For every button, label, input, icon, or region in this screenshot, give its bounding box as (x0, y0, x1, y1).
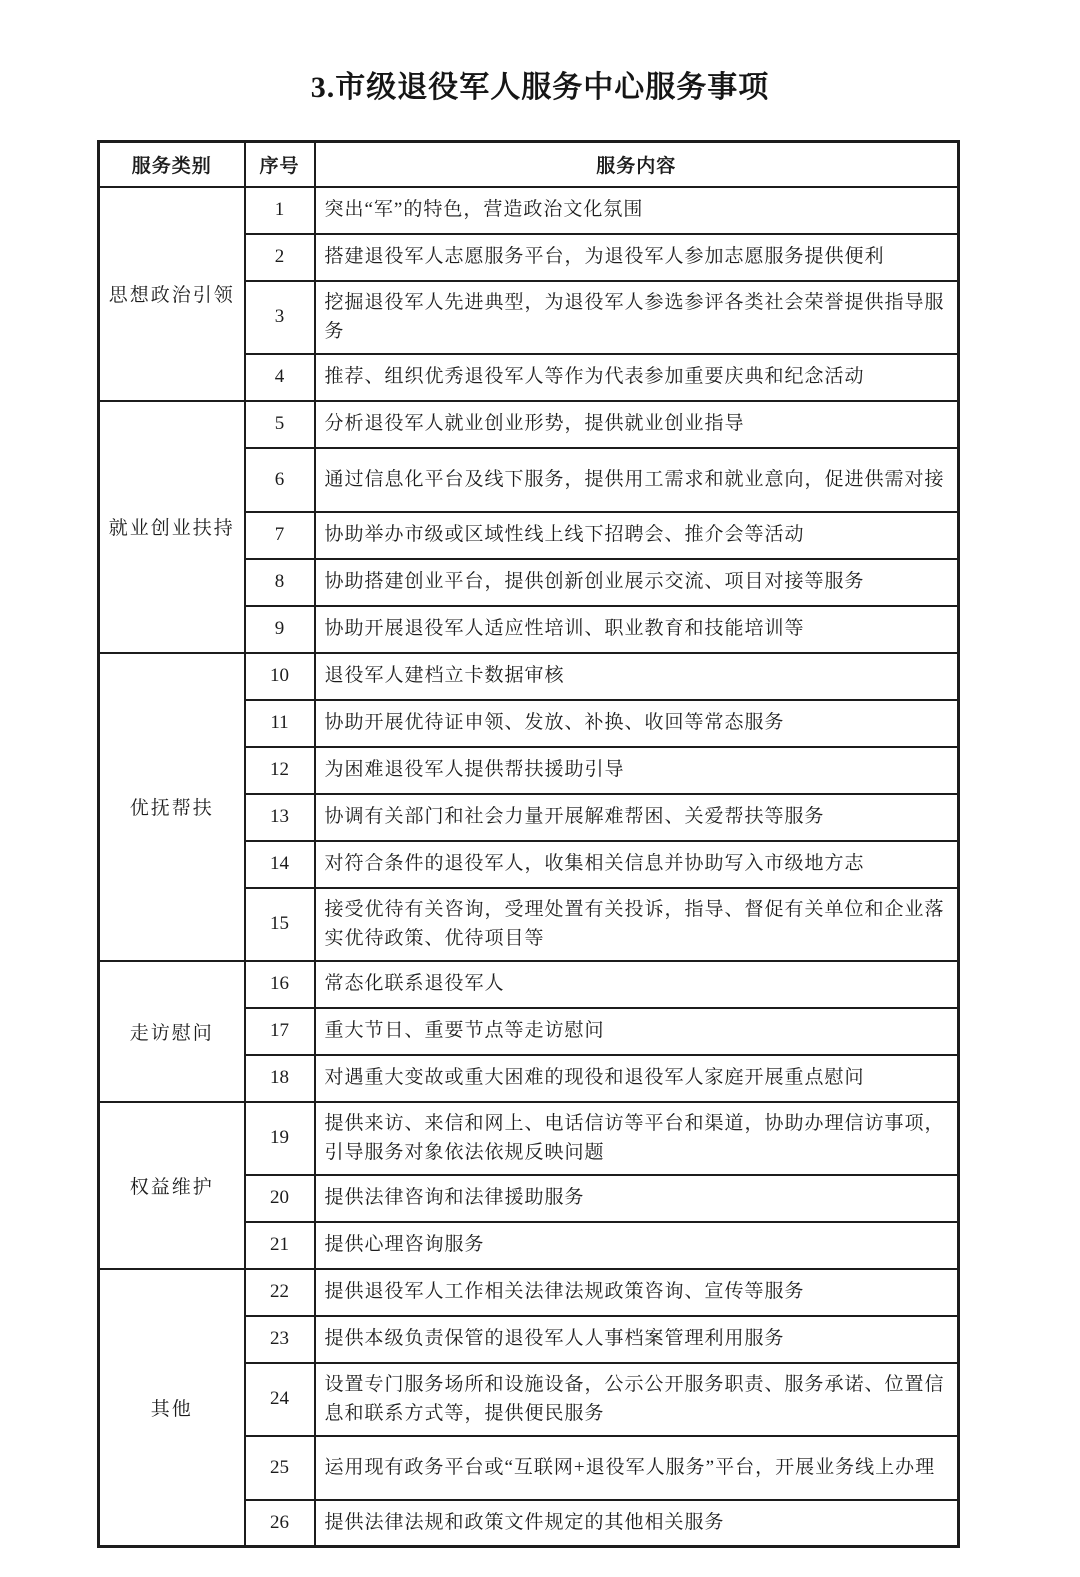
row-number: 3 (245, 281, 315, 354)
row-number: 20 (245, 1175, 315, 1222)
row-number: 5 (245, 401, 315, 448)
row-number: 24 (245, 1363, 315, 1436)
service-content: 设置专门服务场所和设施设备，公示公开服务职责、服务承诺、位置信息和联系方式等，提供便民服务 (315, 1363, 959, 1436)
table-header-row (99, 142, 959, 187)
service-content: 接受优待有关咨询，受理处置有关投诉，指导、督促有关单位和企业落实优待政策、优待项目等 (315, 888, 959, 961)
header-number: 序号 (245, 142, 315, 187)
row-number: 1 (245, 187, 315, 234)
service-content: 提供退役军人工作相关法律法规政策咨询、宣传等服务 (315, 1269, 959, 1316)
row-number: 25 (245, 1436, 315, 1500)
category-cell: 走访慰问 (99, 961, 245, 1102)
service-content: 对遇重大变故或重大困难的现役和退役军人家庭开展重点慰问 (315, 1055, 959, 1102)
row-number: 10 (245, 653, 315, 700)
table-row (99, 401, 959, 448)
row-number: 9 (245, 606, 315, 653)
row-number: 23 (245, 1316, 315, 1363)
service-content: 退役军人建档立卡数据审核 (315, 653, 959, 700)
row-number: 15 (245, 888, 315, 961)
service-content: 提供法律法规和政策文件规定的其他相关服务 (315, 1500, 959, 1547)
service-content: 提供心理咨询服务 (315, 1222, 959, 1269)
row-number: 8 (245, 559, 315, 606)
row-number: 7 (245, 512, 315, 559)
service-content: 常态化联系退役军人 (315, 961, 959, 1008)
row-number: 6 (245, 448, 315, 512)
row-number: 19 (245, 1102, 315, 1175)
row-number: 21 (245, 1222, 315, 1269)
row-number: 18 (245, 1055, 315, 1102)
row-number: 13 (245, 794, 315, 841)
category-cell: 优抚帮扶 (99, 653, 245, 961)
category-cell: 就业创业扶持 (99, 401, 245, 653)
table-row (99, 1102, 959, 1175)
page-title: 3.市级退役军人服务中心服务事项 (310, 71, 770, 104)
table-row (99, 1269, 959, 1316)
row-number: 17 (245, 1008, 315, 1055)
service-content: 运用现有政务平台或“互联网+退役军人服务”平台，开展业务线上办理 (315, 1436, 959, 1500)
service-content: 协助搭建创业平台，提供创新创业展示交流、项目对接等服务 (315, 559, 959, 606)
row-number: 12 (245, 747, 315, 794)
category-cell: 其他 (99, 1269, 245, 1547)
service-content: 协助举办市级或区域性线上线下招聘会、推介会等活动 (315, 512, 959, 559)
header-category: 服务类别 (99, 142, 245, 187)
service-content: 提供来访、来信和网上、电话信访等平台和渠道，协助办理信访事项，引导服务对象依法依规反映问题 (315, 1102, 959, 1175)
row-number: 11 (245, 700, 315, 747)
category-cell: 权益维护 (99, 1102, 245, 1269)
category-cell: 思想政治引领 (99, 187, 245, 401)
table-row (99, 961, 959, 1008)
service-content: 协助开展退役军人适应性培训、职业教育和技能培训等 (315, 606, 959, 653)
row-number: 4 (245, 354, 315, 401)
row-number: 16 (245, 961, 315, 1008)
service-content: 分析退役军人就业创业形势，提供就业创业指导 (315, 401, 959, 448)
header-content: 服务内容 (315, 142, 959, 187)
service-content: 提供本级负责保管的退役军人人事档案管理利用服务 (315, 1316, 959, 1363)
row-number: 14 (245, 841, 315, 888)
service-items-table (97, 140, 960, 1548)
table-row (99, 187, 959, 234)
service-content: 搭建退役军人志愿服务平台，为退役军人参加志愿服务提供便利 (315, 234, 959, 281)
service-content: 提供法律咨询和法律援助服务 (315, 1175, 959, 1222)
row-number: 26 (245, 1500, 315, 1547)
row-number: 2 (245, 234, 315, 281)
row-number: 22 (245, 1269, 315, 1316)
service-content: 协调有关部门和社会力量开展解难帮困、关爱帮扶等服务 (315, 794, 959, 841)
service-content: 对符合条件的退役军人，收集相关信息并协助写入市级地方志 (315, 841, 959, 888)
service-content: 通过信息化平台及线下服务，提供用工需求和就业意向，促进供需对接 (315, 448, 959, 512)
service-content: 为困难退役军人提供帮扶援助引导 (315, 747, 959, 794)
service-content: 突出“军”的特色，营造政治文化氛围 (315, 187, 959, 234)
service-content: 重大节日、重要节点等走访慰问 (315, 1008, 959, 1055)
table-row (99, 653, 959, 700)
service-content: 推荐、组织优秀退役军人等作为代表参加重要庆典和纪念活动 (315, 354, 959, 401)
service-content: 协助开展优待证申领、发放、补换、收回等常态服务 (315, 700, 959, 747)
service-content: 挖掘退役军人先进典型，为退役军人参选参评各类社会荣誉提供指导服务 (315, 281, 959, 354)
